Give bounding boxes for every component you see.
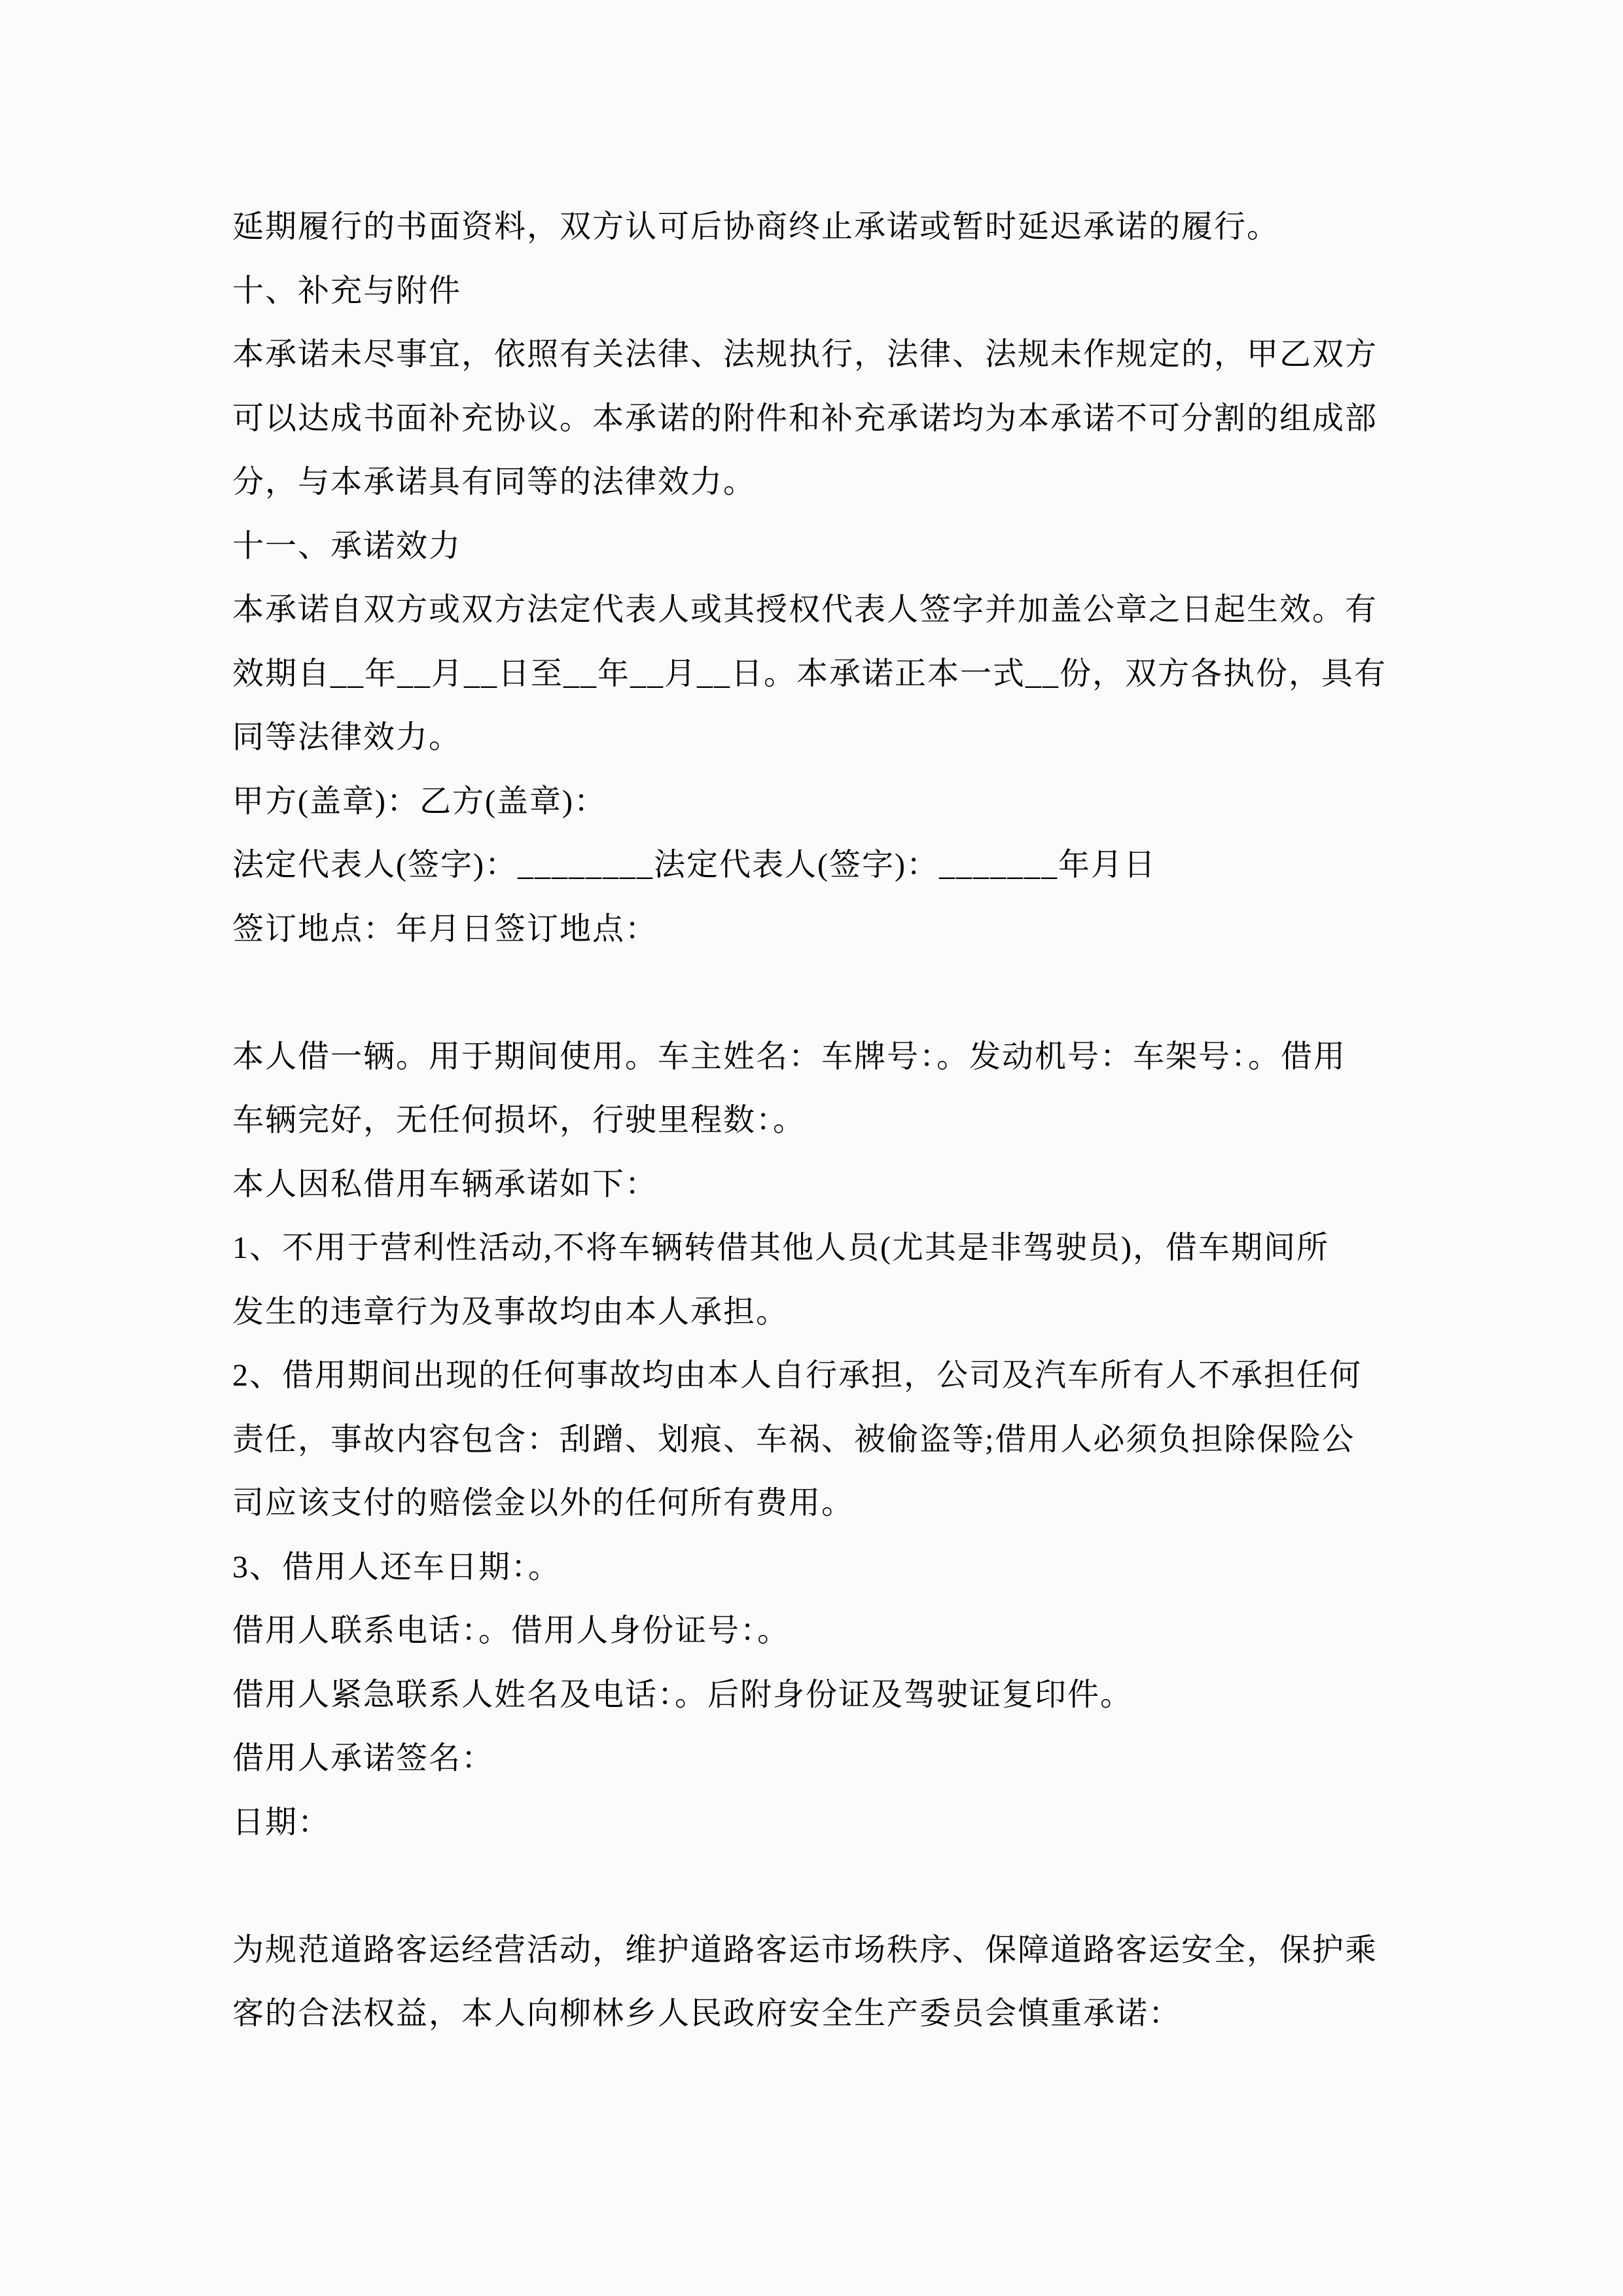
doc-line: 2、借用期间出现的任何事故均由本人自行承担，公司及汽车所有人不承担任何	[232, 1358, 1363, 1393]
doc-line: 车辆完好，无任何损坏，行驶里程数：。	[232, 1103, 806, 1138]
doc-line: 本承诺未尽事宜，依照有关法律、法规执行，法律、法规未作规定的，甲乙双方	[232, 337, 1378, 372]
doc-line: 可以达成书面补充协议。本承诺的附件和补充承诺均为本承诺不可分割的组成部	[232, 401, 1378, 436]
legal-representative-signature-line: 法定代表人(签字)：________法定代表人(签字)：_______年月日	[232, 848, 1156, 882]
doc-line: 责任，事故内容包含：刮蹭、划痕、车祸、被偷盗等;借用人必须负担除保险公	[232, 1422, 1355, 1457]
section-heading-10: 十、补充与附件	[232, 273, 462, 308]
doc-line: 本人因私借用车辆承诺如下：	[232, 1166, 658, 1202]
party-seal-line: 甲方(盖章)：乙方(盖章)：	[232, 783, 607, 819]
doc-line: 1、不用于营利性活动,不将车辆转借其他人员(尤其是非驾驶员)，借车期间所	[232, 1230, 1329, 1265]
date-line: 日期：	[232, 1804, 331, 1840]
doc-line: 同等法律效力。	[232, 720, 462, 755]
doc-line: 客的合法权益，本人向柳林乡人民政府安全生产委员会慎重承诺：	[232, 1996, 1182, 2031]
doc-line: 发生的违章行为及事故均由本人承担。	[232, 1294, 789, 1329]
section-heading-11: 十一、承诺效力	[232, 528, 462, 564]
doc-line: 3、借用人还车日期：。	[232, 1549, 562, 1585]
section-commitment-terms-end	[232, 195, 1391, 961]
borrower-signature-line: 借用人承诺签名：	[232, 1741, 495, 1776]
section-road-transport-commitment	[232, 1918, 1391, 2046]
doc-line: 本承诺自双方或双方法定代表人或其授权代表人签字并加盖公章之日起生效。有	[232, 592, 1378, 627]
paragraph-spacer	[232, 1854, 1391, 1918]
paragraph-spacer	[232, 961, 1391, 1025]
doc-line: 借用人联系电话：。借用人身份证号：。	[232, 1613, 791, 1648]
doc-line: 效期自__年__月__日至__年__月__日。本承诺正本一式__份，双方各执份，具有	[232, 656, 1387, 691]
doc-line: 分，与本承诺具有同等的法律效力。	[232, 465, 757, 499]
doc-line: 本人借一辆。用于期间使用。车主姓名：车牌号：。发动机号：车架号：。借用	[232, 1039, 1347, 1074]
signing-place-line: 签订地点：年月日签订地点：	[232, 911, 658, 946]
doc-line: 借用人紧急联系人姓名及电话：。后附身份证及驾驶证复印件。	[232, 1677, 1133, 1712]
section-private-car-borrowing	[232, 1025, 1391, 1855]
doc-line: 司应该支付的赔偿金以外的任何所有费用。	[232, 1486, 855, 1520]
doc-line: 为规范道路客运经营活动，维护道路客运市场秩序、保障道路客运安全，保护乘	[232, 1932, 1378, 1967]
doc-line: 延期履行的书面资料，双方认可后协商终止承诺或暂时延迟承诺的履行。	[232, 209, 1280, 244]
